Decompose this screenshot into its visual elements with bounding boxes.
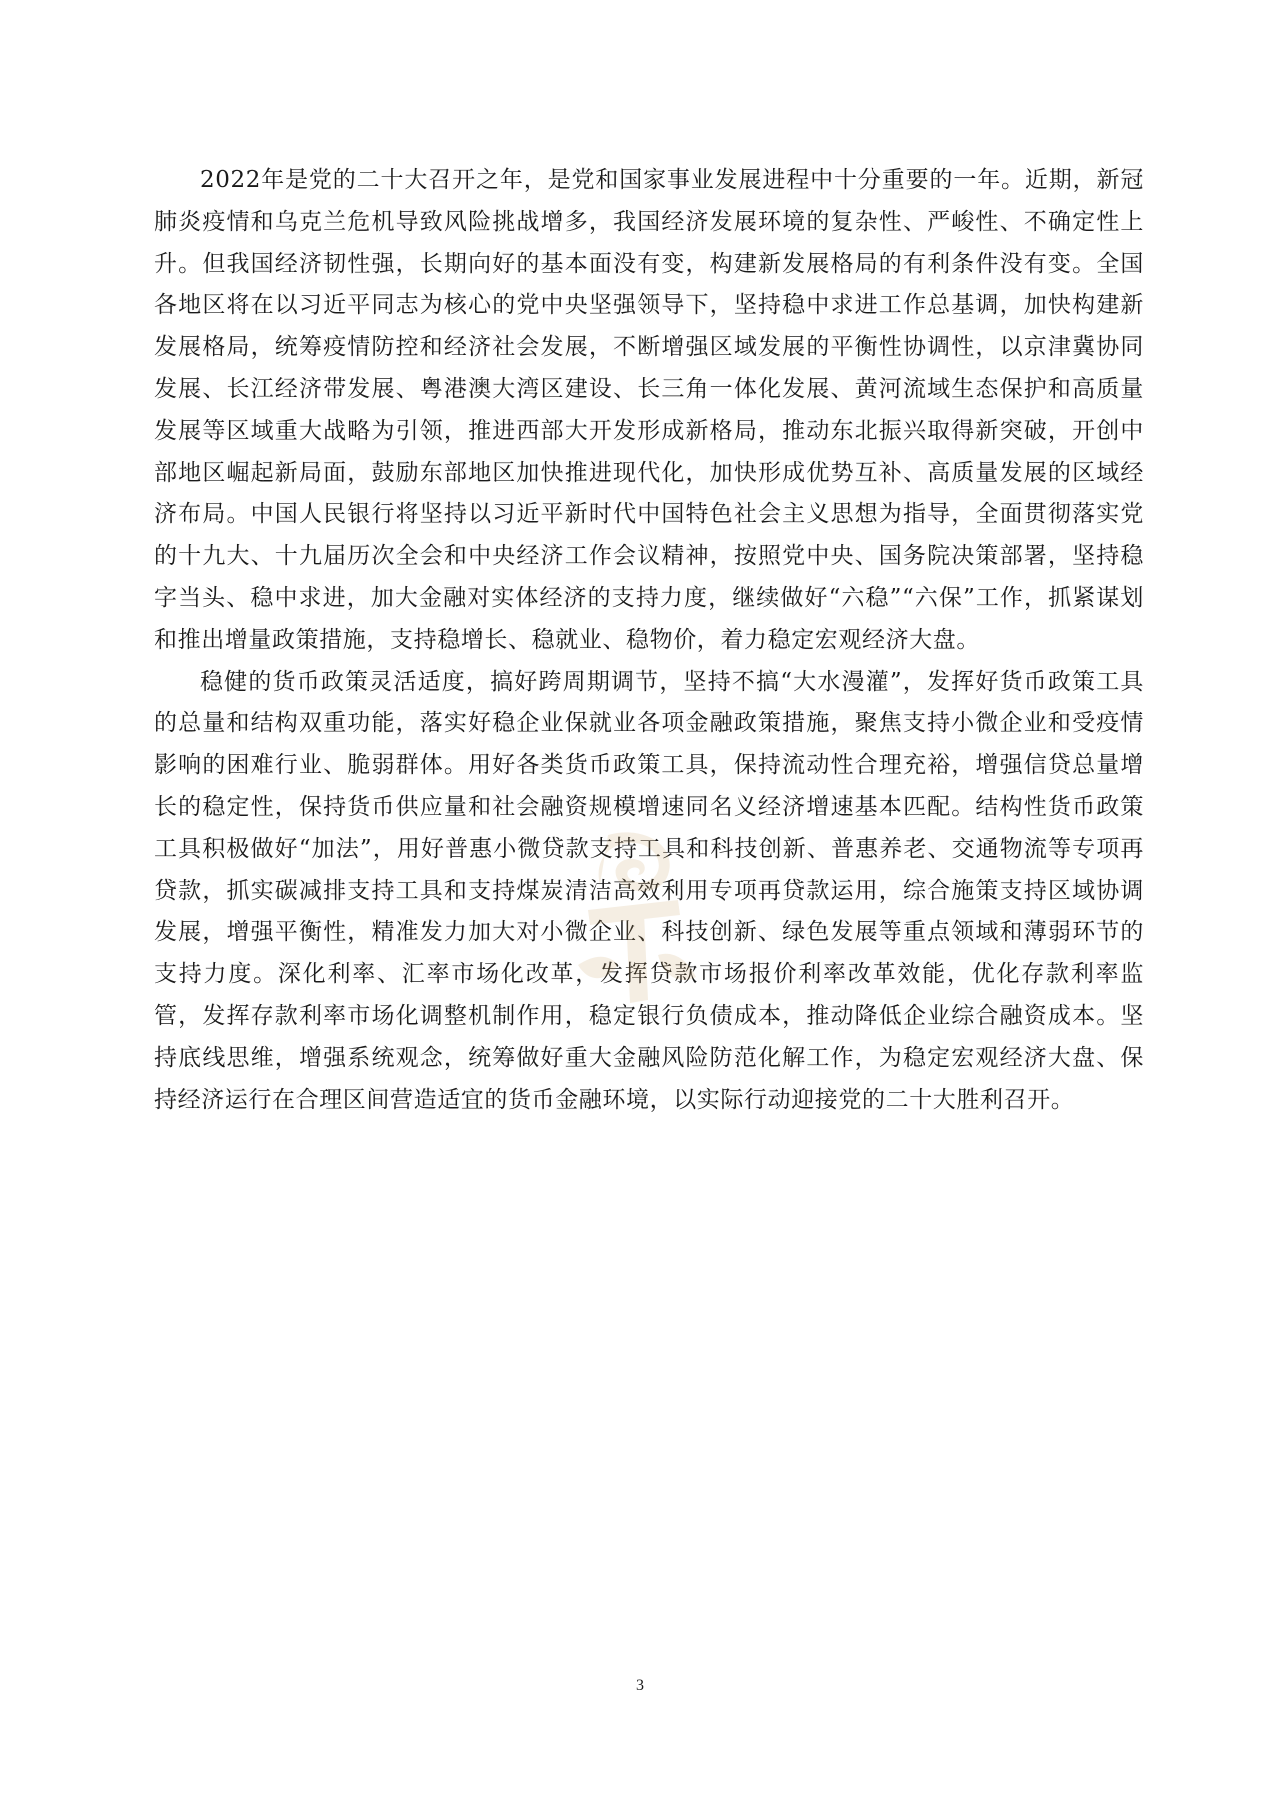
document-body	[154, 160, 1144, 1121]
page-number: 3	[636, 1677, 644, 1694]
paragraph-2: 稳健的货币政策灵活适度，搞好跨周期调节，坚持不搞“大水漫灌”，发挥好货币政策工具的总量和结构双重功能，落实好稳企业保就业各项金融政策措施，聚焦支持小微企业和受疫情影响的困难行业、脆弱群体。用好各类货币政策工具，保持流动性合理充裕，增强信贷总量增长的稳定性，保持货币供应量和社会融资规模增速同名义经济增速基本匹配。结构性货币政策工具积极做好“加法”，用好普惠小微贷款支持工具和科技创新、普惠养老、交通物流等专项再贷款，抓实碳减排支持工具和支持煤炭清洁高效利用专项再贷款运用，综合施策支持区域协调发展，增强平衡性，精准发力加大对小微企业、科技创新、绿色发展等重点领域和薄弱环节的支持力度。深化利率、汇率市场化改革，发挥贷款市场报价利率改革效能，优化存款利率监管，发挥存款利率市场化调整机制作用，稳定银行负债成本，推动降低企业综合融资成本。坚持底线思维，增强系统观念，统筹做好重大金融风险防范化解工作，为稳定宏观经济大盘、保持经济运行在合理区间营造适宜的货币金融环境，以实际行动迎接党的二十大胜利召开。	[154, 668, 1144, 1113]
paragraph-1: 2022年是党的二十大召开之年，是党和国家事业发展进程中十分重要的一年。近期，新冠肺炎疫情和乌克兰危机导致风险挑战增多，我国经济发展环境的复杂性、严峻性、不确定性上升。但我国经济韧性强，长期向好的基本面没有变，构建新发展格局的有利条件没有变。全国各地区将在以习近平同志为核心的党中央坚强领导下，坚持稳中求进工作总基调，加快构建新发展格局，统筹疫情防控和经济社会发展，不断增强区域发展的平衡性协调性，以京津冀协同发展、长江经济带发展、粤港澳大湾区建设、长三角一体化发展、黄河流域生态保护和高质量发展等区域重大战略为引领，推进西部大开发形成新格局，推动东北振兴取得新突破，开创中部地区崛起新局面，鼓励东部地区加快推进现代化，加快形成优势互补、高质量发展的区域经济布局。中国人民银行将坚持以习近平新时代中国特色社会主义思想为指导，全面贯彻落实党的十九大、十九届历次全会和中央经济工作会议精神，按照党中央、国务院决策部署，坚持稳字当头、稳中求进，加大金融对实体经济的支持力度，继续做好“六稳”“六保”工作，抓紧谋划和推出增量政策措施，支持稳增长、稳就业、稳物价，着力稳定宏观经济大盘。	[154, 167, 1144, 653]
